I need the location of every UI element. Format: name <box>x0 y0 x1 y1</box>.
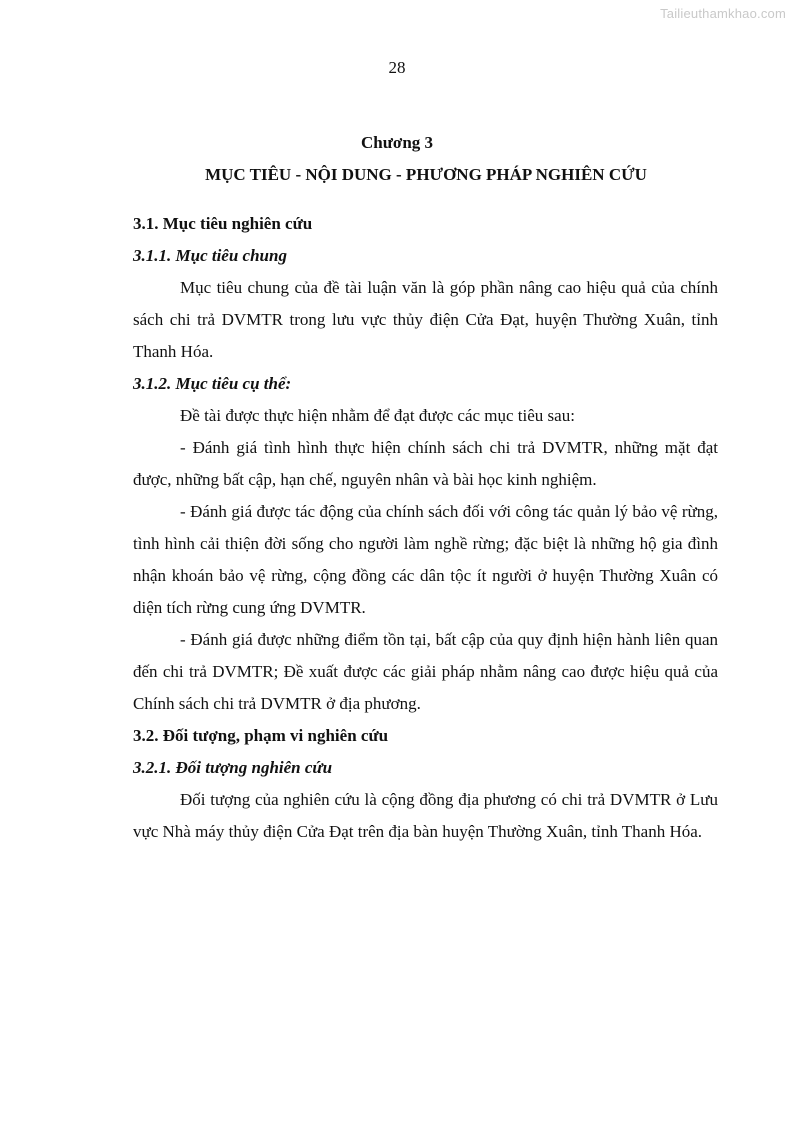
section-3-1-heading: 3.1. Mục tiêu nghiên cứu <box>133 214 313 233</box>
section-3-2-heading: 3.2. Đối tượng, phạm vi nghiên cứu <box>133 726 389 745</box>
section-3-1-1-heading: 3.1.1. Mục tiêu chung <box>133 246 287 265</box>
section-3-2-1-heading: 3.2.1. Đối tượng nghiên cứu <box>133 758 333 777</box>
chapter-title: MỤC TIÊU - NỘI DUNG - PHƯƠNG PHÁP NGHIÊN CỨU <box>205 165 647 184</box>
section-3-1-2-intro: Đề tài được thực hiện nhằm để đạt được các mục tiêu sau: <box>180 406 575 425</box>
chapter-label: Chương 3 <box>360 133 434 152</box>
section-3-1-1-paragraph: Mục tiêu chung của đề tài luận văn là góp phần nâng cao hiệu quả của chính sách chi trả DVMTR trong lưu vực thủy điện Cửa Đạt, huyện Thường Xuân, tỉnh Thanh Hóa. <box>133 278 718 361</box>
objective-item: - Đánh giá được những điểm tồn tại, bất cập của quy định hiện hành liên quan đến chi trả DVMTR; Đề xuất được các giải pháp nhằm nâng cao được hiệu quả của Chính sách chi trả DVMTR ở địa phương. <box>133 630 718 713</box>
objective-item: - Đánh giá được tác động của chính sách đối với công tác quản lý bảo vệ rừng, tình hình cải thiện đời sống cho người làm nghề rừng; đặc biệt là những hộ gia đình nhận khoán bảo vệ rừng, cộng đồng các dân tộc ít người ở huyện Thường Xuân có diện tích rừng cung ứng DVMTR. <box>133 502 718 617</box>
document-body <box>133 208 718 848</box>
section-3-1-2-heading: 3.1.2. Mục tiêu cụ thể: <box>133 374 292 393</box>
watermark: Tailieuthamkhao.com <box>660 6 786 21</box>
section-3-2-1-paragraph: Đối tượng của nghiên cứu là cộng đồng địa phương có chi trả DVMTR ở Lưu vực Nhà máy thủy điện Cửa Đạt trên địa bàn huyện Thường Xuân, tỉnh Thanh Hóa. <box>133 790 718 841</box>
objective-item: - Đánh giá tình hình thực hiện chính sách chi trả DVMTR, những mặt đạt được, những bất cập, hạn chế, nguyên nhân và bài học kinh nghiệm. <box>133 438 718 489</box>
page-number: 28 <box>388 58 406 77</box>
